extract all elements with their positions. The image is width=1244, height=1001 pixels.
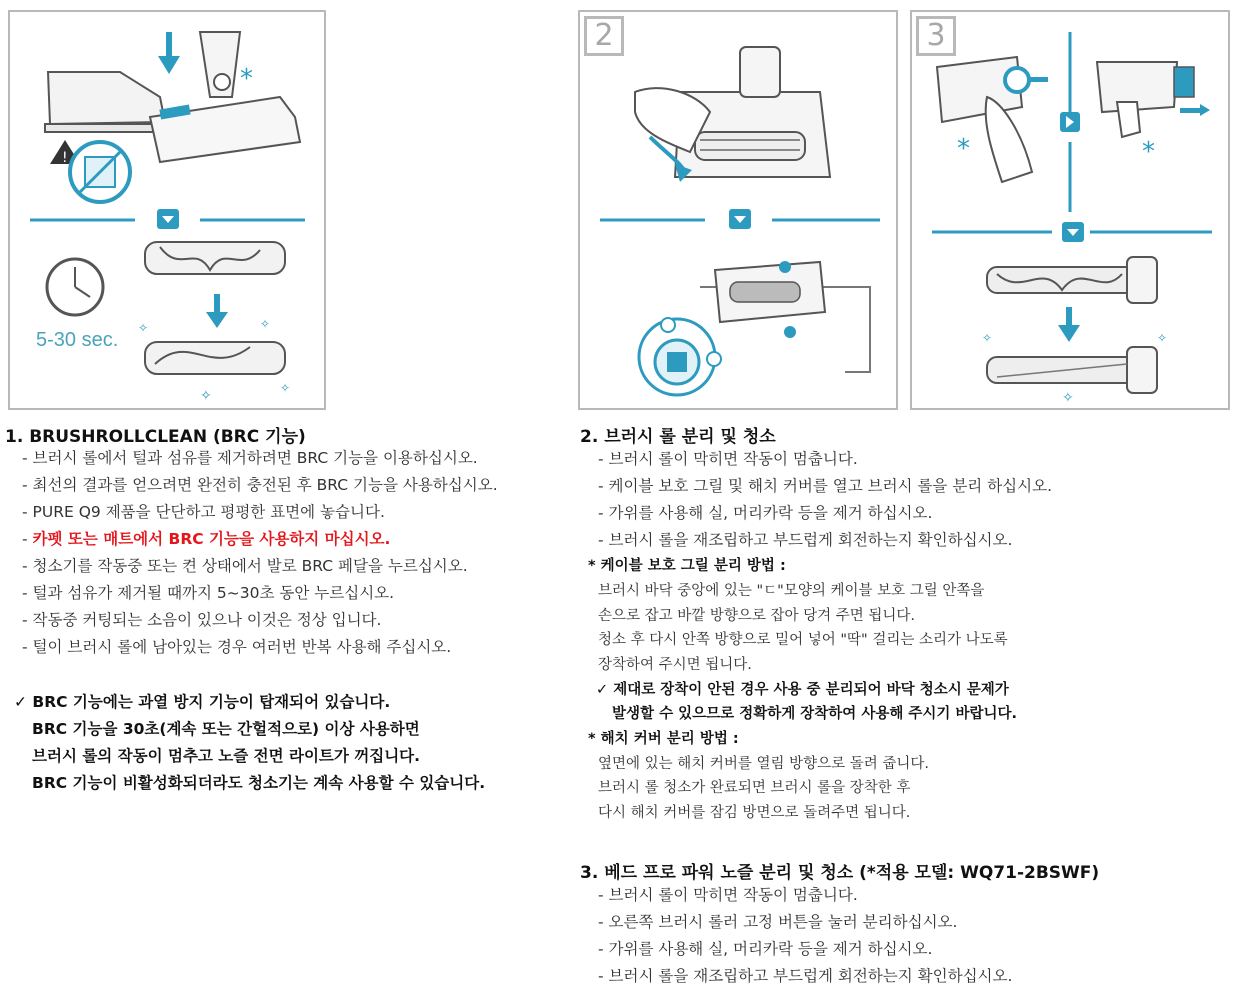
time-label: 5-30 sec. [36,329,119,351]
section-1-item: - 청소기를 작동중 또는 켠 상태에서 발로 BRC 페달을 누르십시오. [22,557,468,575]
svg-text:✧: ✧ [1062,390,1074,406]
hatch-line: 브러시 롤 청소가 완료되면 브러시 롤을 장착한 후 [598,780,911,796]
section-2-heading: 2. 브러시 롤 분리 및 청소 [580,427,776,447]
illustration-panel-3 [910,10,1230,410]
section-3-item: - 가위를 사용해 실, 머리카락 등을 제거 하십시오. [598,940,933,958]
section-3-item: - 브러시 롤을 재조립하고 부드럽게 회전하는지 확인하십시오. [598,967,1013,985]
section-1-note: BRC 기능이 비활성화되더라도 청소기는 계속 사용할 수 있습니다. [32,774,486,792]
grill-warning: 발생할 수 있으므로 정확하게 장착하여 사용해 주시기 바랍니다. [612,706,1018,722]
svg-text:✧: ✧ [200,388,212,404]
svg-text:✧: ✧ [982,331,993,345]
grill-warning: ✓ 제대로 장착이 안된 경우 사용 중 분리되어 바닥 청소시 문제가 [596,682,1009,698]
hatch-line: 다시 해치 커버를 잠김 방면으로 돌려주면 됩니다. [598,805,911,821]
svg-text:*: * [240,64,253,94]
svg-text:*: * [957,134,970,164]
illustration-panel-2 [578,10,898,410]
section-1-item: - 털과 섬유가 제거될 때까지 5~30초 동안 누르십시오. [22,584,395,602]
section-1-warning-item [22,532,390,548]
section-1-item: - 털이 브러시 롤에 남아있는 경우 여러번 반복 사용해 주십시오. [22,638,452,656]
grill-title: * 케이블 보호 그릴 분리 방법 : [588,558,786,574]
section-1-note: ✓ BRC 기능에는 과열 방지 기능이 탑재되어 있습니다. [14,693,391,711]
section-1-item: - 작동중 커팅되는 소음이 있으나 이것은 정상 입니다. [22,611,382,629]
section-1-note: BRC 기능을 30초(계속 또는 간헐적으로) 이상 사용하면 [32,720,420,738]
section-1-item: - 브러시 롤에서 털과 섬유를 제거하려면 BRC 기능을 이용하십시오. [22,449,478,467]
section-3-item: - 브러시 롤이 막히면 작동이 멈춥니다. [598,886,858,904]
section-3-heading: 3. 베드 프로 파워 노즐 분리 및 청소 (*적용 모델: WQ71-2BSWF) [580,863,1100,883]
section-1-item: - PURE Q9 제품을 단단하고 평평한 표면에 놓습니다. [22,503,385,521]
grill-line: 브러시 바닥 중앙에 있는 "ㄷ"모양의 케이블 보호 그릴 안쪽을 [598,583,985,599]
grill-line: 손으로 잡고 바깥 방향으로 잡아 당겨 주면 됩니다. [598,608,916,624]
section-2-item: - 브러시 롤이 막히면 작동이 멈춥니다. [598,450,858,468]
svg-text:!: ! [62,150,68,166]
section-2-item: - 케이블 보호 그릴 및 해치 커버를 열고 브러시 롤을 분리 하십시오. [598,477,1053,495]
grill-line: 장착하여 주시면 됩니다. [598,657,752,673]
section-2-item: - 가위를 사용해 실, 머리카락 등을 제거 하십시오. [598,504,933,522]
svg-text:✧: ✧ [1157,331,1168,345]
warning-dash: - [22,530,28,548]
warning-text: 카펫 또는 매트에서 BRC 기능을 사용하지 마십시오. [32,530,391,548]
svg-text:✧: ✧ [138,321,149,335]
step-number: 3 [916,16,956,56]
section-3-item: - 오른쪽 브러시 롤러 고정 버튼을 눌러 분리하십시오. [598,913,958,931]
section-1-item: - 최선의 결과를 얻으려면 완전히 충전된 후 BRC 기능을 사용하십시오. [22,476,498,494]
step-number: 2 [584,16,624,56]
hatch-line: 옆면에 있는 해치 커버를 열림 방향으로 돌려 줍니다. [598,756,930,772]
illustration-panel-1 [8,10,326,410]
svg-text:✧: ✧ [260,317,271,331]
hatch-title: * 해치 커버 분리 방법 : [588,731,739,747]
grill-line: 청소 후 다시 안쪽 방향으로 밀어 넣어 "딱" 걸리는 소리가 나도록 [598,632,1008,648]
svg-text:✧: ✧ [280,381,291,395]
section-1-note: 브러시 롤의 작동이 멈추고 노즐 전면 라이트가 꺼집니다. [32,747,421,765]
svg-text:*: * [1142,137,1155,167]
section-1-heading: 1. BRUSHROLLCLEAN (BRC 기능) [5,427,306,447]
section-2-item: - 브러시 롤을 재조립하고 부드럽게 회전하는지 확인하십시오. [598,531,1013,549]
